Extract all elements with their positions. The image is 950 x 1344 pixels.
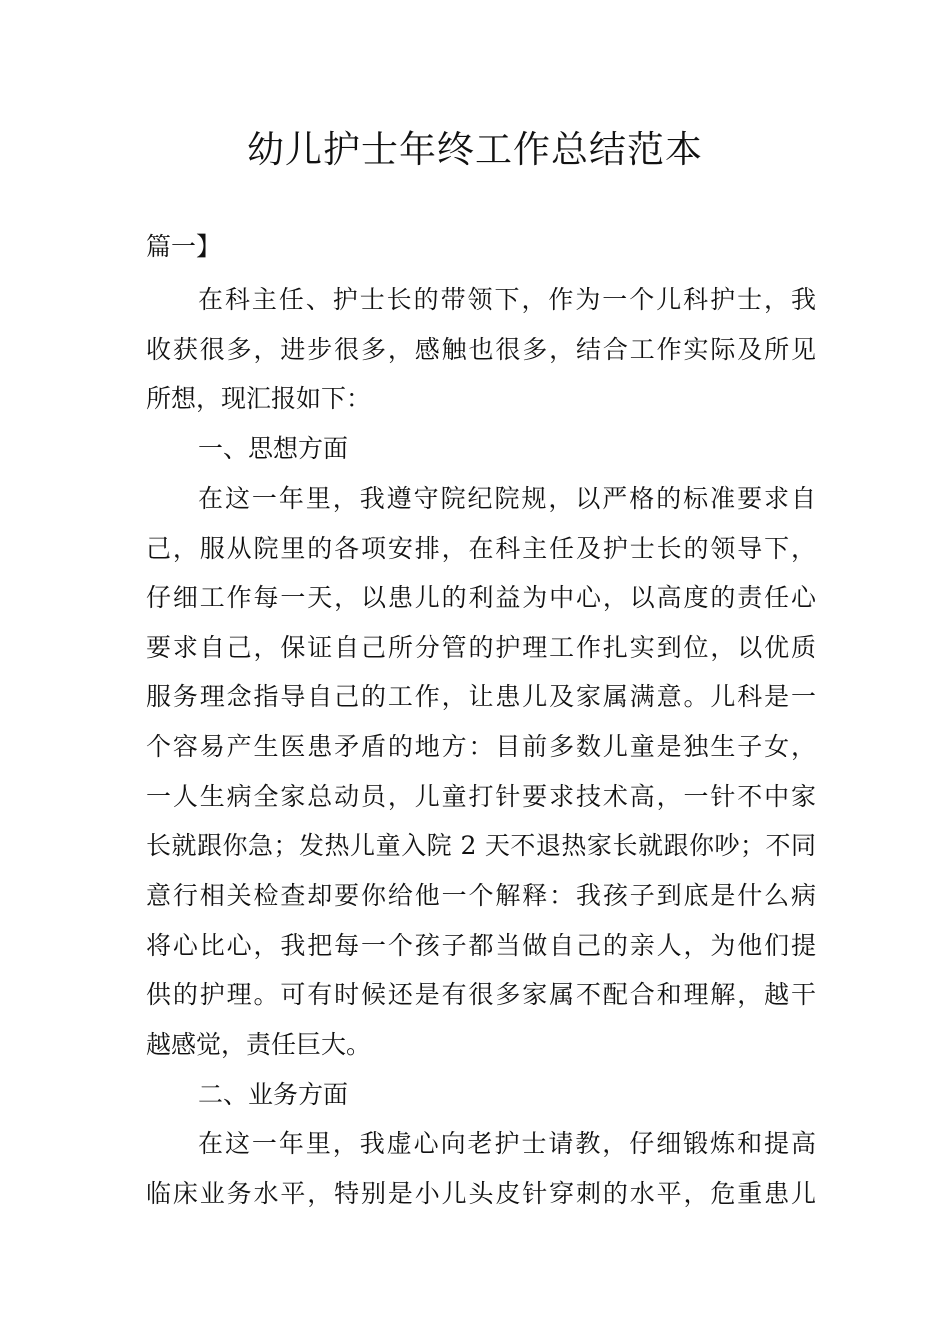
paragraph-line: 在科主任、护士长的带领下，作为一个儿科护士，我 (198, 285, 816, 314)
section-label: 篇一】 (146, 232, 222, 261)
paragraph-line: 服务理念指导自己的工作，让患儿及家属满意。儿科是一 (146, 682, 816, 711)
paragraph-line: 要求自己，保证自己所分管的护理工作扎实到位，以优质 (146, 633, 816, 662)
paragraph-line: 越感觉，责任巨大。 (146, 1030, 372, 1059)
paragraph-line: 仔细工作每一天，以患儿的利益为中心，以高度的责任心 (146, 583, 816, 612)
paragraph-line: 己，服从院里的各项安排，在科主任及护士长的领导下， (146, 534, 816, 563)
paragraph-line: 供的护理。可有时候还是有很多家属不配合和理解，越干 (146, 980, 816, 1009)
paragraph-line: 长就跟你急；发热儿童入院 2 天不退热家长就跟你吵；不同 (146, 831, 816, 860)
section-heading: 一、思想方面 (198, 434, 349, 463)
document-title: 幼儿护士年终工作总结范本 (247, 128, 703, 171)
paragraph-line: 在这一年里，我虚心向老护士请教，仔细锻炼和提高 (198, 1129, 816, 1158)
paragraph-line: 在这一年里，我遵守院纪院规，以严格的标准要求自 (198, 484, 816, 513)
paragraph-line: 一人生病全家总动员，儿童打针要求技术高，一针不中家 (146, 782, 816, 811)
paragraph-line: 收获很多，进步很多，感触也很多，结合工作实际及所见 (146, 335, 816, 364)
section-heading: 二、业务方面 (198, 1080, 349, 1109)
paragraph-line: 临床业务水平，特别是小儿头皮针穿刺的水平，危重患儿 (146, 1179, 816, 1208)
paragraph-line: 将心比心，我把每一个孩子都当做自己的亲人，为他们提 (146, 931, 816, 960)
paragraph-line: 所想，现汇报如下： (146, 384, 372, 413)
paragraph-line: 个容易产生医患矛盾的地方：目前多数儿童是独生子女， (146, 732, 816, 761)
paragraph-line: 意行相关检查却要你给他一个解释：我孩子到底是什么病 (146, 881, 816, 910)
